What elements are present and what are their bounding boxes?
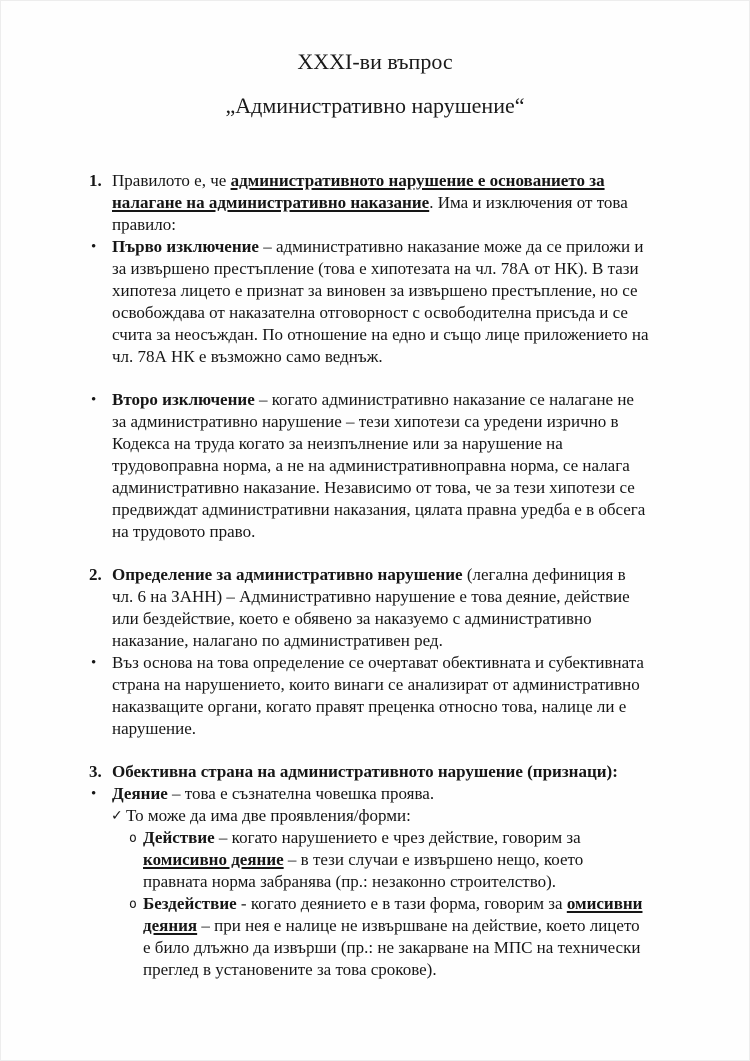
paragraph-circle-9	[89, 893, 649, 981]
paragraph-text	[112, 784, 434, 803]
paragraph-numbered-3	[89, 564, 649, 652]
paragraph-numbered-5	[89, 761, 649, 783]
bullet-icon: •	[91, 392, 97, 408]
paragraph-text	[112, 653, 644, 738]
text-segment: Правилото е, че	[112, 171, 231, 190]
text-segment: - когато деянието е в тази форма, говорим за	[236, 894, 567, 913]
text-segment: – в тези случаи е извършено нещо, което правната норма забранява (пр.: незаконно строителство).	[143, 850, 584, 891]
paragraph-check-7	[89, 805, 649, 827]
bullet-icon: •	[91, 239, 97, 255]
list-number: 1.	[89, 171, 102, 190]
text-segment: Деяние	[112, 784, 168, 803]
paragraph-circle-8	[89, 827, 649, 893]
text-segment: (легална дефиниция в чл. 6 на ЗАНН) – Административно нарушение е това деяние, действие или бездействие, което е обявено за наказуемо с административно наказание, налагано по административен ред.	[112, 565, 630, 650]
text-segment: То може да има две проявления/форми:	[126, 806, 411, 825]
text-segment: Бездействие	[143, 894, 237, 913]
circle-bullet-icon: o	[129, 897, 137, 912]
document-title-line1: XXXI-ви въпрос	[297, 49, 453, 74]
paragraph-text	[126, 806, 411, 825]
text-segment: – при нея е налице не извършване на действие, което лицето е било длъжно да извърши (пр.: не закарване на МПС на технически преглед в установените за това срокове).	[143, 916, 641, 979]
document-title-line2: „Административно нарушение“	[225, 93, 525, 118]
text-segment: Действие	[143, 828, 215, 847]
text-segment: омисивни деяния	[143, 894, 643, 935]
document-title-block	[1, 49, 749, 137]
text-segment: Второ изключение	[112, 390, 255, 409]
text-segment: . Има и изключения от това правило:	[112, 193, 628, 234]
paragraph-bullet-6	[89, 783, 649, 805]
document-blocks	[89, 170, 649, 981]
paragraph-text	[143, 828, 583, 891]
paragraph-text	[112, 237, 649, 366]
bullet-icon: •	[91, 655, 97, 671]
paragraph-text	[112, 565, 630, 650]
text-segment: – когато нарушението е чрез действие, говорим за	[214, 828, 581, 847]
circle-bullet-icon: o	[129, 831, 137, 846]
bullet-icon: •	[91, 786, 97, 802]
paragraph-numbered-0	[89, 170, 649, 236]
text-segment: Определение за административно нарушение	[112, 565, 463, 584]
text-segment: комисивно деяние	[143, 850, 284, 869]
paragraph-text	[112, 171, 628, 234]
paragraph-text	[112, 762, 618, 781]
text-segment: – когато административно наказание се налагане не за административно нарушение – тези хипотези са уредени изрично в Кодекса на труда когато за неизпълнение или за нарушение на трудовоправна норма, а не на административноправна норма, се налага административно наказание. Независимо от това, че за тези хипотези се предвиждат административни наказания, цялата правна уредба е в обсега на трудовото право.	[112, 390, 646, 541]
checkmark-icon: ✓	[111, 808, 123, 824]
text-segment: административното нарушение е основанието за налагане на административно наказание	[112, 171, 605, 212]
paragraph-bullet-4	[89, 652, 649, 740]
paragraph-text	[112, 390, 645, 541]
text-segment: Обективна страна на административното нарушение (признаци):	[112, 762, 618, 781]
list-number: 2.	[89, 565, 102, 584]
list-number: 3.	[89, 762, 102, 781]
paragraph-bullet-1	[89, 236, 649, 368]
paragraph-bullet-2	[89, 389, 649, 543]
text-segment: Въз основа на това определение се очертават обективната и субективната страна на нарушението, които винаги се анализират от административно наказващите органи, когато правят преценка относно това, налице ли е нарушение.	[112, 653, 644, 738]
text-segment: – административно наказание може да се приложи и за извършено престъпление (това е хипотезата на чл. 78А от НК). В тази хипотеза лицето е признат за виновен за извършено престъпление, но се освобождава от наказателна отговорност с освободителна присъда и се счита за неосъждан. По отношение на едно и също лице приложението на чл. 78А НК е възможно само веднъж.	[112, 237, 649, 366]
text-segment: Първо изключение	[112, 237, 259, 256]
text-segment: – това е съзнателна човешка проява.	[167, 784, 435, 803]
paragraph-text	[143, 894, 642, 979]
